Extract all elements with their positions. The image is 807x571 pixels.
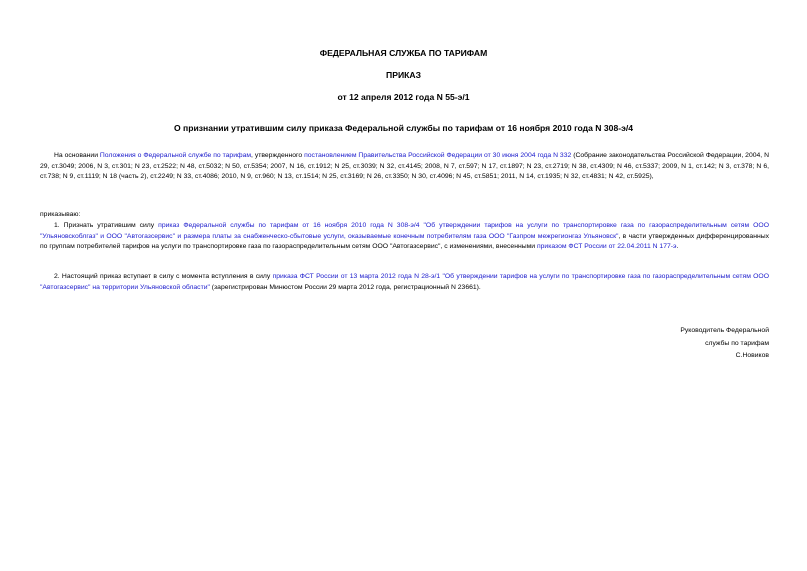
document-date-number: от 12 апреля 2012 года N 55-э/1 — [337, 92, 470, 102]
order-item-1 — [40, 221, 769, 253]
signature-title-line-2: службы по тарифам — [705, 339, 769, 347]
item1-text-1: 1. Признать утратившим силу — [54, 222, 159, 229]
agency-title: ФЕДЕРАЛЬНАЯ СЛУЖБА ПО ТАРИФАМ — [319, 48, 488, 58]
signature-title-line-1: Руководитель Федеральной — [680, 327, 769, 334]
basis-paragraph — [40, 151, 769, 183]
document-subject: О признании утратившим силу приказа Федеральной службы по тарифам от 16 ноября 2010 года N 308-э/4 — [173, 123, 634, 133]
link-government-decree[interactable]: постановлением Правительства Российской Федерации от 30 июня 2004 года N 332 — [304, 152, 572, 159]
item2-text-2: (зарегистрирован Минюстом России 29 марта 2012 года, регистрационный N 23661). — [209, 283, 481, 291]
signature-block — [680, 325, 769, 363]
basis-text-3: (Собрание законодательства Российской Федерации, 2004, N 29, ст.3049; 2006, N 3, ст.301; N 23, ст.2522; N 48, ст.5032; N 50, ст.5354; 2007, N 16, ст.1912; N 25, ст.3039; N 32, ст.4145; 2008, N 7, ст.597; N 17, ст.1897; N 23, ст.2719; N 38, ст.4309; N 46, ст.5337; 2009, N 1, ст.142; N 3, ст.378; N 6, ст.738; N 9, ст.1119; N 18 (часть 2), ст.2249; N 33, ст.4086; 2010, N 9, ст.960; N 13, ст.1514; N 25, ст.3169; N 26, ст.3350; N 30, ст.4096; N 45, ст.5851; 2011, N 14, ст.1935; N 32, ст.4831; N 42, ст.5925), — [40, 152, 770, 181]
basis-text-2: , утвержденного — [251, 152, 305, 159]
item1-text-2: , в части утвержденных дифференцированных по группам потребителей тарифов на услуги по транспортировке газа по газораспределительным сетям ООО "Автогазсервис", с изменениями, внесенными — [40, 232, 769, 251]
link-fst-regulation[interactable]: Положения о Федеральной службе по тарифам — [99, 152, 252, 159]
document-type: ПРИКАЗ — [386, 70, 421, 80]
signature-name: С.Новиков — [735, 352, 769, 359]
link-order-177[interactable]: приказом ФСТ России от 22.04.2011 N 177-э — [536, 243, 677, 251]
link-order-308[interactable]: приказ Федеральной службы по тарифам от 16 ноября 2010 года N 308-э/4 "Об утверждении тарифов на услуги по транспортировке газа по газораспределительным сетям ООО "Ульяновскоблгаз" и ООО "Автогазсервис" и размера платы за снабженческо-сбытовые услуги, оказываемые конечным потребителям газа ООО "Газпром межрегионгаз Ульяновск" — [40, 222, 770, 240]
basis-text-1: На основании — [54, 152, 100, 159]
order-word: приказываю: — [40, 211, 81, 218]
link-order-28[interactable]: приказа ФСТ России от 13 марта 2012 года N 28-э/1 "Об утверждении тарифов на услуги по транспортировке газа по газораспределительным сетям ООО "Автогазсервис" на территории Ульяновской области" — [40, 273, 769, 291]
item1-text-3: . — [676, 243, 679, 251]
item2-text-1: 2. Настоящий приказ вступает в силу с момента вступления в силу — [54, 273, 273, 280]
order-item-2 — [40, 272, 769, 293]
